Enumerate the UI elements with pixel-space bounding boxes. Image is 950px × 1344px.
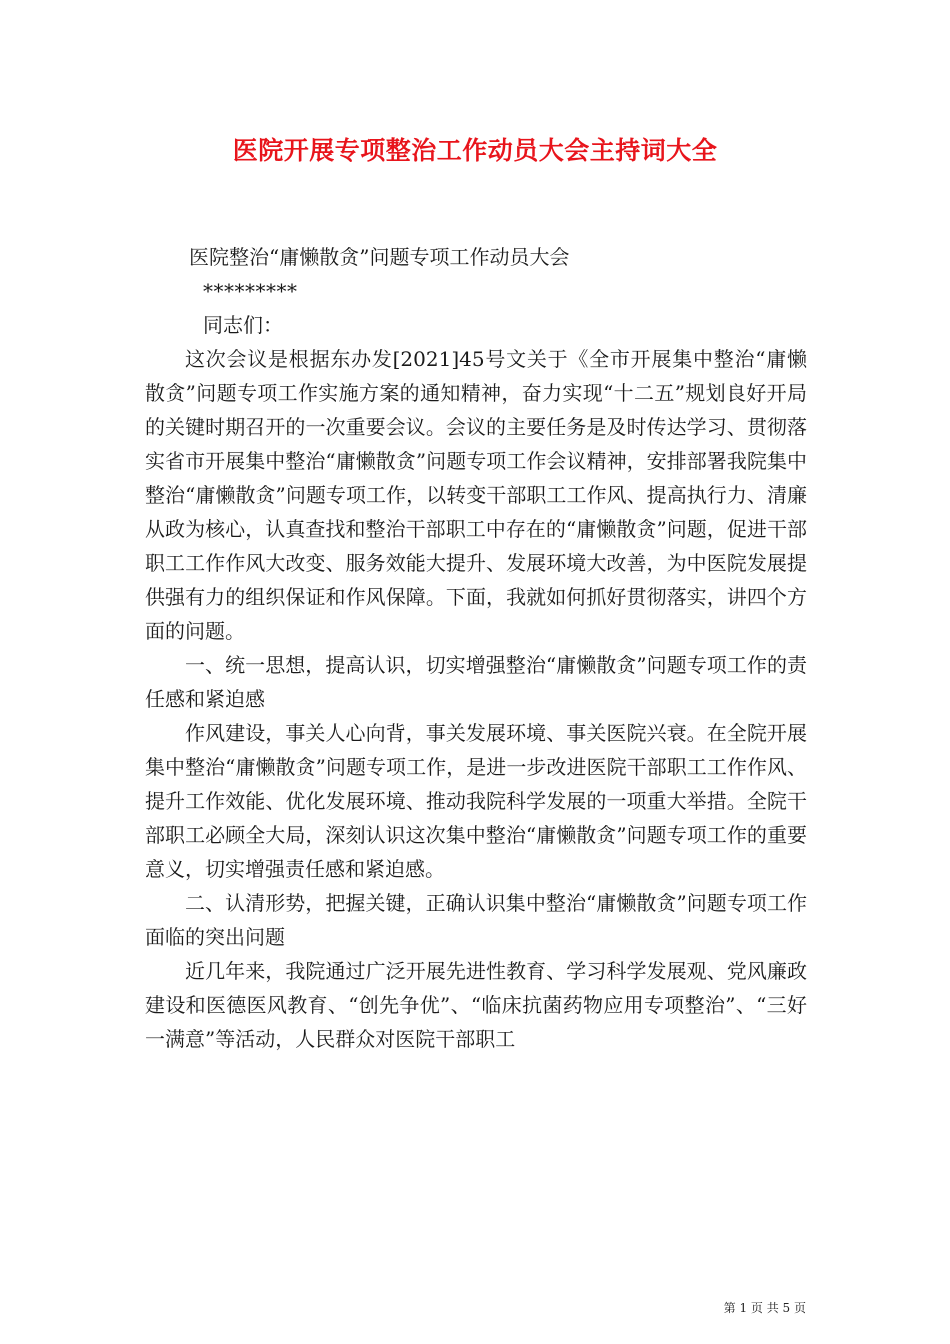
- paragraph-intro: 这次会议是根据东办发[2021]45号文关于《全市开展集中整治“庸懒散贪”问题专项工作实施方案的通知精神，奋力实现“十二五”规划良好开局的关键时期召开的一次重要会议。会议的主要任务是及时传达学习、贯彻落实省市开展集中整治“庸懒散贪”问题专项工作会议精神，安排部署我院集中整治“庸懒散贪”问题专项工作，以转变干部职工工作风、提高执行力、清廉从政为核心，认真查找和整治干部职工中存在的“庸懒散贪”问题，促进干部职工工作作风大改变、服务效能大提升、发展环境大改善，为中医院发展提供强有力的组织保证和作风保障。下面，我就如何抓好贯彻落实，讲四个方面的问题。: [145, 347, 807, 643]
- section-heading-1: 一、统一思想，提高认识，切实增强整治“庸懒散贪”问题专项工作的责任感和紧迫感: [145, 653, 807, 711]
- meeting-subtitle: 医院整治“庸懒散贪”问题专项工作动员大会: [189, 245, 570, 269]
- section-heading-2: 二、认清形势，把握关键，正确认识集中整治“庸懒散贪”问题专项工作面临的突出问题: [145, 891, 807, 949]
- greeting: 同志们：: [203, 313, 283, 337]
- speaker-placeholder: *********: [203, 279, 298, 303]
- paragraph-section-1: 作风建设，事关人心向背，事关发展环境、事关医院兴衰。在全院开展集中整治“庸懒散贪”问题专项工作，是进一步改进医院干部职工工作作风、提升工作效能、优化发展环境、推动我院科学发展的一项重大举措。全院干部职工必顾全大局，深刻认识这次集中整治“庸懒散贪”问题专项工作的重要意义，切实增强责任感和紧迫感。: [145, 721, 807, 881]
- paragraph-section-2: 近几年来，我院通过广泛开展先进性教育、学习科学发展观、党风廉政建设和医德医风教育、“创先争优”、“临床抗菌药物应用专项整治”、“三好一满意”等活动，人民群众对医院干部职工: [145, 959, 807, 1051]
- page-number: 第 1 页 共 5 页: [723, 1301, 806, 1315]
- document-title: 医院开展专项整治工作动员大会主持词大全: [232, 136, 718, 165]
- document-body: [145, 240, 807, 1056]
